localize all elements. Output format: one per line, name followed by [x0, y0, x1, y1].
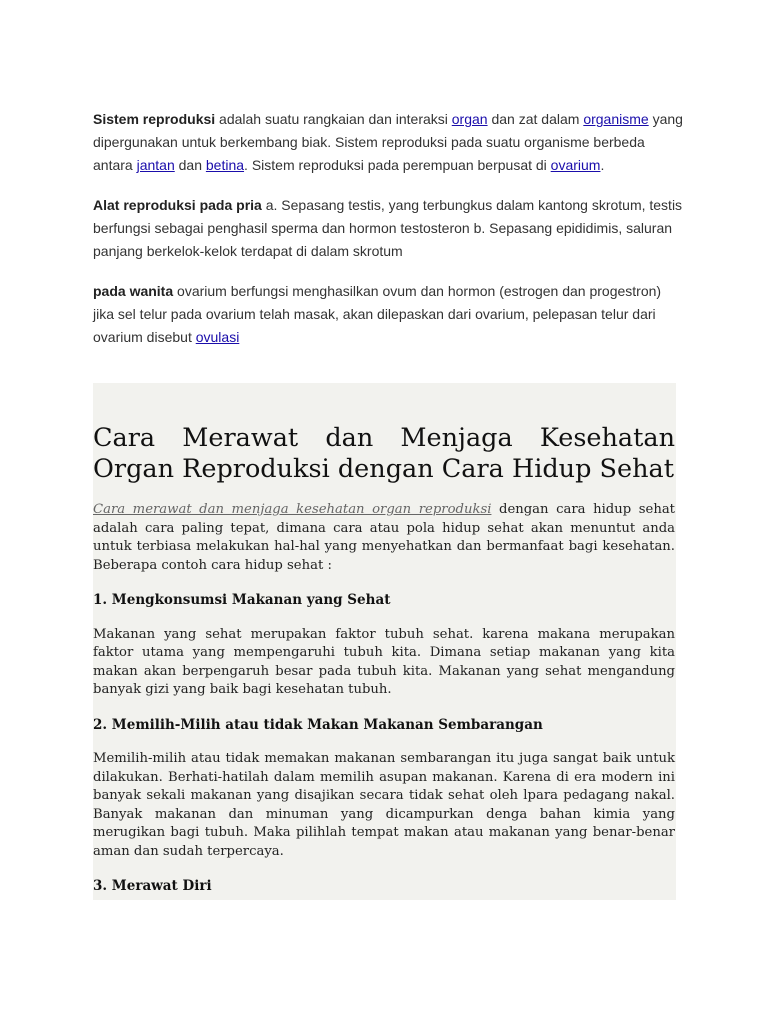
intro-paragraph-1 [93, 108, 683, 177]
article-lead [93, 501, 675, 575]
text-span: dan zat dalam [487, 111, 584, 127]
link-ovulasi[interactable]: ovulasi [195, 329, 240, 345]
link-jantan[interactable]: jantan [136, 157, 175, 173]
text-span: ovarium berfungsi menghasilkan ovum dan hormon (estrogen dan progestron) jika sel telur pada ovarium telah masak, akan dilepaskan dari ovarium, pelepasan telur dari ovarium disebut [93, 283, 662, 345]
text-span: yang dipergunakan untuk berkembang biak. Sistem reproduksi pada suatu organisme berbeda antara [93, 111, 683, 173]
section-heading-1: 1. Mengkonsumsi Makanan yang Sehat [93, 592, 391, 608]
intro-section [93, 108, 683, 366]
section-paragraph-2: Memilih-milih atau tidak memakan makanan sembarangan itu juga sangat baik untuk dilakukan. Berhati-hatilah dalam memilih asupan makanan. Karena di era modern ini banyak sekali makanan yang disajikan secara tidak sehat oleh lpara pedagang nakal. Banyak makanan dan minuman yang dicampurkan denga bahan kimia yang merugikan bagi tubuh. Maka pilihlah tempat makan atau makanan yang benar-benar aman dan sudah terpercaya. [93, 751, 675, 859]
section-paragraph-1: Makanan yang sehat merupakan faktor tubuh sehat. karena makana merupakan faktor utama yang mempengaruhi tubuh kita. Dimana setiap makanan yang kita makan akan berpengaruh besar pada tubuh kita. Makanan yang sehat mengandung banyak gizi yang baik bagi kesehatan tubuh. [93, 626, 675, 697]
term-sistem-reproduksi: Sistem reproduksi [93, 111, 216, 127]
link-betina[interactable]: betina [205, 157, 245, 173]
text-span: . Sistem reproduksi pada perempuan berpusat di [244, 157, 551, 173]
text-span: adalah suatu rangkaian dan interaksi [215, 111, 452, 127]
text-span: dengan cara hidup sehat adalah cara paling tepat, dimana cara atau pola hidup sehat akan menuntut anda untuk terbiasa melakukan hal-hal yang menyehatkan dan bermanfaat bagi kesehatan. Beberapa contoh cara hidup sehat : [93, 502, 675, 573]
text-span: a. Sepasang testis, yang terbungkus dalam kantong skrotum, testis berfungsi sebagai penghasil sperma dan hormon testosteron b. Sepasang epididimis, saluran panjang berkelok-kelok terdapat di dalam skrotum [93, 197, 683, 259]
link-organ[interactable]: organ [451, 111, 488, 127]
section-heading-3: 3. Merawat Diri [93, 878, 212, 894]
link-ovarium[interactable]: ovarium [550, 157, 601, 173]
intro-paragraph-2 [93, 194, 683, 263]
article-title: Cara Merawat dan Menjaga Kesehatan Organ Reproduksi dengan Cara Hidup Sehat [93, 423, 675, 484]
link-organisme[interactable]: organisme [583, 111, 649, 127]
section-heading-2: 2. Memilih-Milih atau tidak Makan Makanan Sembarangan [93, 716, 543, 733]
lead-link[interactable]: Cara merawat dan menjaga kesehatan organ reproduksi [93, 502, 492, 517]
term-alat-reproduksi-pria: Alat reproduksi pada pria [93, 197, 262, 213]
intro-paragraph-3 [93, 280, 683, 349]
article-box [93, 383, 676, 900]
text-span: . [600, 157, 605, 173]
text-span: dan [174, 157, 206, 173]
term-pada-wanita: pada wanita [93, 283, 174, 299]
